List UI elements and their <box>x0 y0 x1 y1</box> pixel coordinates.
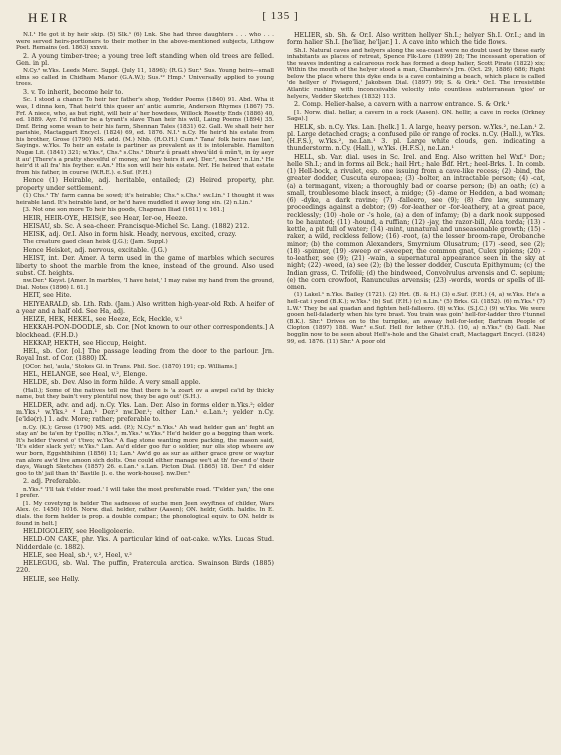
entry-paragraph: HEISK, adj. Or.I. Also in form hisk. Heady, nervous, excited, crazy. <box>23 231 237 239</box>
entry-paragraph: HEKKAP, HEKTH, see Hiccup, Height. <box>23 339 147 347</box>
entry-paragraph: Hence (1) Heirable, adj. heritable, entailed; (2) Heired property, phr. property under settlement. <box>16 177 274 192</box>
entry-paragraph: HELDE, sb. Dev. Also in form hilde. A very small apple. <box>23 379 201 387</box>
entry-paragraph: 2. Comp. Helier-halse, a cavern with a narrow entrance. S. & Ork.¹ <box>294 101 510 109</box>
header-left-headword: HEIR <box>28 10 71 25</box>
header-right-headword: HELL <box>489 10 535 25</box>
entry-paragraph: HEL, HELANGE, see Heal, v.², Elenge. <box>23 371 148 379</box>
entry-paragraph: Hence Heisket, adj. nervous, excitable. (J.G.) <box>23 247 167 255</box>
text-columns <box>16 32 545 584</box>
entry-paragraph: N.Cy.² w.Yks. Leeds Merc. Suppl. (July 11, 1896); (R.G.) Sur.¹ Sus. Young heirs—small elms so called in Chidham Manor (G.A.W.); Sus.¹² Hmp.¹ Universally applied to young trees. <box>16 68 274 88</box>
entry-paragraph: nw.Der.¹ Keyst. [Amer. In marbles, 'I have heist,' I may raise my hand from the ground, Dial. Notes (1896) I. 61.] <box>16 278 274 291</box>
entry-paragraph: HELL, sb. Var. dial. uses in Sc. Irel. and Eng. Also written hel Wxf.¹ Dor.; helle Sh.I.; and in forms ail Bck.; hail Hrt.; hale Bdf. Hrt.; heel-Brks. 1. In comb. (1) Hell-bock, a rivulet, esp. one issuing from a cave-like recess; (2) -bind, the greater dodder, Cuscuta europaea; (3) -bolter, an intractable person; (4) -cat, (a) a termagant, vixen; a thoroughly bad or coarse person; (b) an oath; (c) a small, troublesome black insect, a midge; (5) -dame or Hedden, a bad woman; (6) -dyke, a dark ravine; (7) -falleero, see (9); (8) -fire law, summary proceedings against a debtor; (9) -for-leather or -for-leathery, at a great pace, recklessly; (10) -hole or -'s hole, (a) a den of infamy; (b) a dark nook supposed to be haunted; (11) -hound, a ruffian; (12) -jay, the razor-bill, Alca torda; (13) -kettle, a pit full of water; (14) -mint, unnatural and unseasonable growth; (15) -raker, a wild, reckless fellow; (16) -root, (a) the lesser broom-rape, Orobanche minor; (b) the common Alexanders, Smyrnium Olusatrum; (17) -seed, see (2); (18) -spinner, (19) -sweep or -sweeper, the common gnat, Culex pipiens; (20) -to-leather, see (9); (21) -wain, a supernatural appearance seen in the sky at night; (22) -weed, (a) see (2); (b) the lesser dodder, Cuscuta Epithymum; (c) the Indian grass, C. Trifolii; (d) the bindweed, Convolvulus arvensis and C. sepium; (e) the corn crowfoot, Ranunculus arvensis; (23) -words, words or spells of ill-omen. <box>287 153 545 292</box>
entry-paragraph: HELIER, sb. Sh. & Or.I. Also written hellyer Sh.I.; helyer Sh.I. Or.I.; and in form halier Sh.I. [he'liar, he'ljər.] 1. A cave into which the tide flows. <box>287 32 545 47</box>
entry-paragraph: N.I.¹ He got it by heir skip. (5) Slk.¹ (6) Lnk. She had three daughters . . . who . . . were served heirs-portioners to their mother in the above-mentioned subjects, Lithgow Poet. Remains (ed. 1863) xxxvii. <box>16 32 274 52</box>
entry-paragraph: [3. Not one son more To heir his goods, Chapman Iliad (1611) v. 161.] <box>23 207 225 214</box>
entry-paragraph: (1) Chs.¹ Th' farm canna be sowd; it's heirable; Chs.³ s.Chs.¹ sw.Lin.¹ I thought it was heirable land. It's heirable land, or he'd have muddled it away long sin. (2) n.Lin.¹ <box>16 192 274 206</box>
entry-paragraph: HELDER, adv. and adj. n.Cy. Yks. Lan. Der. Also in forms elder n.Yks.²; elder m.Yks.¹ w.Yks.² ⁴ Lan.¹ Der.² nw.Der.¹; elther Lan.¹ e.Lan.¹; yelder n.Cy. [e'ldə(r).] 1. adv. More; rather; preferable to. <box>16 401 274 424</box>
entry-paragraph: HELD-ON CAKE, phr. Yks. A particular kind of oat-cake. w.Yks. Lucas Stud. Nidderdale (c. 1882). <box>16 536 274 551</box>
right-column <box>287 32 545 584</box>
entry-paragraph: HEIST, int. Der. Amer. A term used in the game of marbles which secures liberty to shoot the marble from the knee, instead of the ground. Also used subst. Cf. heights. <box>16 255 274 277</box>
entry-paragraph: HELE, see Heal, sb.¹, v.², Heel, v.² <box>23 551 132 559</box>
entry-paragraph: HEISAU, sb. Sc. A sea-cheer. Francisque-Michel Sc. Lang. (1882) 212. <box>23 222 250 230</box>
entry-paragraph: Sc. I stood a chance To heir her father's shop, Yedder Poems (1840) 91. Abd. Wha it was, I dinna ken, That heir'd this queer an' antic aumrie, Anderson Rhymes (1867) 75. Frf. A niece, who, as but right, will heir a' her howdees, Willock Rosetty Ends (1886) 40, ed. 1889. Ayr. I'd rather be a tyrant's slave Than heir his will, Laing Poems (1894) 35. Dmf. Bring some wean to heir his farm, Shennan Tales (1831) 62. Gall. We shall heir her parishie, Mactaggart Encycl. (1824) 69, ed. 1876. N.I.¹ n.Cy. He heir'd his estate from his brother, Grose (1790) MS. add. (M.) Nhb. (R.O.H.) Cum.⁴ Tana' folk heirs nae lan', Sayings. w.Yks. To heir an estate is partiner as prevalent as it is intolerable. Hamilton Nugæ Lit. (1841) 321; w.Yks.², Chs.³ s.Chs.¹ Dhur'z ŭ praatt shwu'ŭld ŭ mûn't, in ŭy aeyr it au' [There's a pratty shovelful o' money, an' hey heirs it aw]. Der.², nw.Der.¹ n.Lin.¹ He heir'd it all fra' his feyther. e.An.¹ His son will heir his estate. Nrf. He heired that estate from his father, in course (W.R.E.). e.Suf. (F.H.) <box>16 97 274 176</box>
entry-paragraph: [OCor. hel, 'aula,' Stokes Gl. in Trans. Phil. Soc. (1870) 191; cp. Williams.] <box>23 363 237 370</box>
entry-paragraph: [1. Norw. dial. hellar, a cavern in a rock (Aasen). ON. hellir, a cave in rocks (Orkney Saga).] <box>287 109 545 123</box>
entry-paragraph: 2. A young timber-tree; a young tree left standing when old trees are felled. Gen. in pl. <box>16 52 274 68</box>
entry-paragraph: (Hall.); Some of the natives tell me that there is 'a zoart ov a awpel ca'id by thicky name, but they bain't very plentiful now, they be ago out' (S.H.). <box>16 387 274 401</box>
running-header <box>16 8 545 32</box>
entry-paragraph: Sh.I. Natural caves and helyers along the sea-coast were no doubt used by these early inhabitants as places of retreat, Spence Flk-Lore (1899) 28; The incessant operation of the waves indenting a calcareous rock has formed a deep halier, Scott Pirate (1822) xix; Within the mouth of the helyer stood a man, Chambers's Jrn. (Oct. 29, 1886) 686; Right below the place where this dyke ends is a cave containing a beach, which place is called 'de hellyer o' Fiviagord,' Jakobsen Dial. (1897) 99; S. & Ork.¹ Or.I. The irresistible Atlantic rushing with inconceivable velocity into countless subterranean 'gios' or helyers, Vedder Sketches (1832) 113. <box>287 47 545 100</box>
entry-paragraph: (1) Lakel.¹ n.Yks. Bailey (1721). (2) Hrt. (B. & H.) (3) e.Suf. (F.H.) (4, a) w.Yks. He's a hell-cat i yond (B.K.); w.Yks.¹ (b) Suf. (F.H.) (c) n.Lin.¹ (5) Brks. Gl. (1852). (6) m.Yks.¹ (7) L.W.¹ They be aal quadan and fighten hell-falleero. (8) w.Yks. (S.J.C.) (9) w.Yks. We were gooen hell-faladerly when his tyre brast. You train was goin' hell-for-ladder thro t'tunnel (B.K.). Shr.¹ Drives on to the turnpike, an awaay hell-for-leder, Bartram People of Clopton (1897) 188. War.² e.Suf. Hell for lether (F.H.). (10, a) n.Yks.² (b) Gall. Nae bogglin now to be seen about Hell's-hole and the Ghaist craft, Mactaggart Encycl. (1824) 99, ed. 1876. (11) Shr.¹ A poor old <box>287 292 545 345</box>
entry-paragraph: HEIZE, HEK, HEKEL, see Heeze, Eck, Heckle, v.¹ <box>23 316 183 323</box>
entry-paragraph: HEIR, HEIR-OYE, HEIS(E, see Hear, Ier-oe, Heeze. <box>23 214 188 222</box>
entry-paragraph: HELDIGOLERY, see Heeligoleerie. <box>23 528 135 536</box>
entry-paragraph: n.Cy. (K.); Grose (1790) MS. add. (P.); N.Cy.² n.Yks.¹ Ah wad helder gan an' feght an stay an' be ta'en by t'pollis; n.Yks.², m.Yks.¹ w.Yks.² He'd helder go a begging than work. It's helder t'worst o' t'two; w.Yks.⁴ A flag stone wanting more packing, the mason said, 'It's elder slack yet'; w.Yks.⁵ Lan. Au'd elder goo fur o soldier, nur olis stop wheere aw wur born, Eggshthihinn (1856) 11; Lan.¹ Aw'd go as sur as aither grace grew or waytur ran alore aw'd live amoon sich dolts. One could elther manage we't at th' for-end o' their days, Waugh Sketches (1857) 26. e.Lan.¹ s.Lan. Picton Dial. (1865) 18. Der.² I'd elder goo to th' jail than th' Bastile [i. e. the work-house]. nw.Der.¹ <box>16 424 274 477</box>
entry-paragraph: [1. My covetyng is helder The sadnesse of suche men Jeen swyftnes of childer, Wars Alex. (c. 1450) 1016. Norw. dial. helder, rather (Aasen); ON. heldr, Goth. haldis. In E. dials. the form helder is prop. a double compar.; the phonological equiv. to ON. heldr is found in helt.] <box>16 500 274 527</box>
page-number: [ 135 ] <box>262 10 299 22</box>
entry-paragraph: 2. adj. Preferable. <box>23 478 81 486</box>
entry-paragraph: HELK, sb. n.Cy. Yks. Lan. [helk.] 1. A large, heavy person. w.Yks.², ne.Lan.¹ 2. pl. Large detached crags; a confused pile or range of rocks. n.Cy. (Hall.), w.Yks. (H.F.S.), w.Yks.², ne.Lan.¹ 3. pl. Large white clouds, gen. indicating a thunderstorm. n.Cy. (Hall.), w.Yks. (H.F.S.), ne.Lan.¹ <box>287 123 545 153</box>
entry-paragraph: n.Yks.² 'I'll tak t'elder road.' I will take the most preferable road. 'T'elder yan,' the one I prefer. <box>16 486 274 500</box>
left-column <box>16 32 274 584</box>
entry-paragraph: HELIE, see Helly. <box>23 575 80 583</box>
entry-paragraph: The creature gaed clean heisk (J.G.); (Jam. Suppl.) <box>23 239 168 246</box>
entry-paragraph: HELEGUG, sb. Wal. The puffin, Fratercula arctica. Swainson Birds (1885) 220. <box>16 560 274 575</box>
entry-paragraph: HEIT, see Hite. <box>23 292 72 300</box>
entry-paragraph: HEL, sb. Cor. [ol.] The passage leading from the door to the parlour. Jrn. Royal Inst. of Cor. (1880) IX. <box>16 348 274 363</box>
entry-paragraph: 3. v. To inherit, become heir to. <box>23 89 124 97</box>
entry-paragraph: HEKKAH-PON-DOODLE, sb. Cor. [Not known to our other correspondents.] A blockhead. (F.H.D.) <box>16 324 274 339</box>
entry-paragraph: HEIYEARALD, sb. Lth. Rxb. (Jam.) Also written high-year-old Rxb. A heifer of a year and a half old. See Ha, adj. <box>16 300 274 315</box>
